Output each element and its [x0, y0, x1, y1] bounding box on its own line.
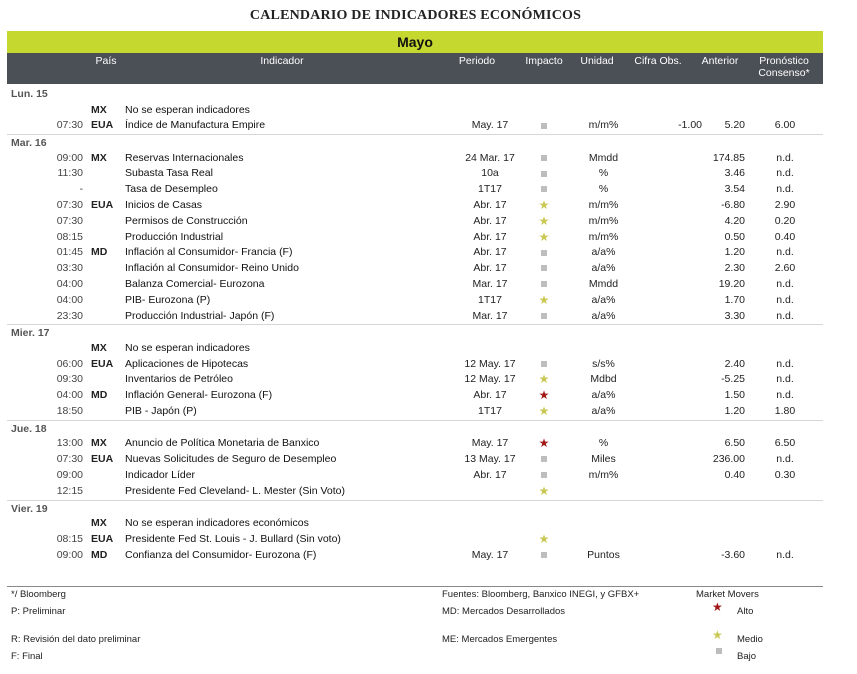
row-anterior: 3.54 — [724, 183, 745, 196]
legend-medio-icon: ★ — [712, 628, 723, 642]
row-indicator: Índice de Manufactura Empire — [125, 119, 266, 132]
row-cifra-obs: -1.00 — [678, 119, 702, 132]
row-anterior: 2.30 — [724, 262, 745, 275]
row-anterior: 2.40 — [724, 357, 745, 370]
impact-medio-star-icon: ★ — [538, 292, 550, 307]
day-label: Vier. 19 — [11, 502, 48, 515]
row-time: 18:50 — [56, 405, 83, 418]
table-row — [7, 245, 823, 261]
table-row — [7, 452, 823, 468]
row-unit: Puntos — [587, 548, 620, 561]
row-period: 12 May. 17 — [464, 373, 516, 386]
note-fuentes: Fuentes: Bloomberg, Banxico INEGI, y GFBX+ — [442, 589, 640, 600]
row-indicator: Presidente Fed Cleveland- L. Mester (Sin Voto) — [125, 484, 346, 497]
row-country: MD — [91, 246, 108, 259]
row-country: EUA — [91, 198, 114, 211]
row-time: 01:45 — [56, 246, 83, 259]
table-row — [7, 151, 823, 167]
table-row — [7, 468, 823, 484]
row-indicator: Presidente Fed St. Louis - J. Bullard (Sin voto) — [125, 532, 341, 545]
row-country: EUA — [91, 119, 114, 132]
row-period: Abr. 17 — [473, 468, 507, 481]
row-time: 04:00 — [56, 389, 83, 402]
header-periodo: Periodo — [458, 55, 496, 67]
row-anterior: 0.40 — [724, 468, 745, 481]
legend-medio-label: Medio — [737, 634, 763, 645]
row-time: 03:30 — [56, 262, 83, 275]
row-pronostico: 2.90 — [774, 198, 796, 211]
row-anterior: 19.20 — [718, 277, 745, 290]
impact-bajo-icon — [526, 118, 562, 134]
row-period: Mar. 17 — [472, 277, 508, 290]
row-time: 13:00 — [56, 437, 83, 450]
table-row — [7, 293, 823, 309]
note-final: F: Final — [11, 651, 43, 662]
row-anterior: -5.25 — [721, 373, 745, 386]
row-period: May. 17 — [471, 548, 509, 561]
row-country: MX — [91, 437, 107, 450]
row-indicator: Inflación al Consumidor- Reino Unido — [125, 262, 299, 275]
row-anterior: 174.85 — [712, 151, 745, 164]
row-pronostico: 1.80 — [774, 405, 796, 418]
row-anterior: 3.46 — [724, 167, 745, 180]
impact-bajo-icon — [526, 548, 562, 564]
row-indicator: Nuevas Solicitudes de Seguro de Desempleo — [125, 453, 337, 466]
row-time: 04:00 — [56, 277, 83, 290]
row-indicator: Balanza Comercial- Eurozona — [125, 277, 265, 290]
row-pronostico: n.d. — [776, 309, 794, 322]
legend-title: Market Movers — [696, 589, 759, 600]
impact-medio-star-icon: ★ — [538, 404, 550, 419]
row-country: MX — [91, 341, 107, 354]
row-period: 10a — [481, 167, 499, 180]
row-anterior: 4.20 — [724, 214, 745, 227]
table-row — [7, 118, 823, 134]
row-indicator: Anuncio de Política Monetaria de Banxico — [125, 437, 320, 450]
calendar-body — [7, 86, 823, 563]
row-period: May. 17 — [471, 437, 509, 450]
row-period: May. 17 — [471, 119, 509, 132]
row-period: Abr. 17 — [473, 198, 507, 211]
header-cifra-obs: Cifra Obs. — [634, 55, 682, 67]
row-unit: s/s% — [592, 357, 615, 370]
row-country: MD — [91, 548, 108, 561]
row-time: 11:30 — [57, 167, 83, 180]
row-period: Abr. 17 — [473, 214, 507, 227]
impact-alto-star-icon: ★ — [538, 388, 550, 403]
row-time: 09:00 — [56, 151, 83, 164]
row-anterior: 1.50 — [724, 389, 745, 402]
row-period: 1T17 — [478, 405, 502, 418]
table-row — [7, 548, 823, 564]
row-pronostico: n.d. — [776, 246, 794, 259]
impact-bajo-icon — [526, 468, 562, 484]
impact-bajo-icon — [526, 245, 562, 261]
row-period: 24 Mar. 17 — [465, 151, 515, 164]
table-row — [7, 166, 823, 182]
header-indicador: Indicador — [260, 55, 304, 67]
day-label: Mier. 17 — [11, 327, 50, 340]
table-row — [7, 198, 823, 214]
row-unit: Miles — [591, 453, 616, 466]
note-me: ME: Mercados Emergentes — [442, 634, 558, 645]
row-period: Abr. 17 — [473, 230, 507, 243]
impact-bajo-icon — [526, 166, 562, 182]
row-pronostico: 0.30 — [774, 468, 796, 481]
row-unit: % — [598, 167, 609, 180]
row-indicator: PIB- Eurozona (P) — [125, 293, 211, 306]
row-indicator: Reservas Internacionales — [125, 151, 244, 164]
row-time: 08:15 — [56, 230, 83, 243]
row-time: 23:30 — [56, 309, 83, 322]
row-pronostico: n.d. — [776, 389, 794, 402]
row-time: - — [79, 183, 83, 196]
page-title: CALENDARIO DE INDICADORES ECONÓMICOS — [249, 8, 582, 23]
row-time: 07:30 — [56, 119, 83, 132]
row-indicator: Tasa de Desempleo — [125, 183, 218, 196]
row-unit: a/a% — [591, 246, 616, 259]
table-header — [7, 53, 823, 84]
row-pronostico: 6.00 — [774, 119, 796, 132]
row-indicator: Inflación General- Eurozona (F) — [125, 389, 273, 402]
row-period: Abr. 17 — [473, 246, 507, 259]
row-time: 09:00 — [56, 548, 83, 561]
row-unit: Mmdd — [588, 151, 619, 164]
table-row — [7, 357, 823, 373]
row-indicator: PIB - Japón (P) — [125, 405, 197, 418]
impact-bajo-icon — [526, 357, 562, 373]
header-unidad: Unidad — [580, 55, 614, 67]
footer-notes — [7, 586, 823, 662]
row-unit: m/m% — [588, 230, 619, 243]
table-row — [7, 404, 823, 420]
day-label: Mar. 16 — [11, 137, 47, 150]
row-anterior: 1.20 — [724, 246, 745, 259]
row-pronostico: n.d. — [776, 357, 794, 370]
impact-bajo-icon — [526, 452, 562, 468]
legend-alto-icon: ★ — [712, 600, 723, 614]
table-row — [7, 516, 823, 532]
header-anterior: Anterior — [701, 55, 739, 67]
row-country: EUA — [91, 357, 114, 370]
row-time: 07:30 — [56, 453, 83, 466]
row-unit: a/a% — [591, 389, 616, 402]
note-preliminar: P: Preliminar — [11, 606, 66, 617]
row-period: Abr. 17 — [473, 389, 507, 402]
table-row — [7, 372, 823, 388]
row-unit: m/m% — [588, 198, 619, 211]
day-header — [7, 134, 823, 151]
row-time: 08:15 — [56, 532, 83, 545]
impact-bajo-icon — [526, 277, 562, 293]
header-pronostico-line2: Consenso* — [758, 67, 810, 79]
impact-bajo-icon — [526, 309, 562, 325]
impact-medio-star-icon: ★ — [538, 372, 550, 387]
note-revision: R: Revisión del dato preliminar — [11, 634, 141, 645]
note-md: MD: Mercados Desarrollados — [442, 606, 566, 617]
row-period: Mar. 17 — [472, 309, 508, 322]
legend-bajo-icon — [716, 646, 722, 657]
row-country: EUA — [91, 453, 114, 466]
row-pronostico: n.d. — [776, 167, 794, 180]
row-indicator: Aplicaciones de Hipotecas — [125, 357, 249, 370]
row-indicator: Permisos de Construcción — [125, 214, 248, 227]
row-pronostico: 0.40 — [774, 230, 796, 243]
row-country: MD — [91, 389, 108, 402]
table-row — [7, 436, 823, 452]
impact-medio-star-icon: ★ — [538, 213, 550, 228]
row-period: 12 May. 17 — [464, 357, 516, 370]
impact-medio-star-icon: ★ — [538, 531, 550, 546]
row-unit: m/m% — [588, 214, 619, 227]
month-band: Mayo — [7, 31, 823, 53]
row-time: 09:00 — [56, 468, 83, 481]
table-row — [7, 484, 823, 500]
row-unit: m/m% — [588, 468, 619, 481]
row-anterior: 1.70 — [724, 293, 745, 306]
row-time: 04:00 — [56, 293, 83, 306]
row-pronostico: n.d. — [776, 293, 794, 306]
row-time: 12:15 — [56, 484, 83, 497]
header-impacto: Impacto — [525, 55, 563, 67]
row-unit: Mdbd — [590, 373, 617, 386]
table-row — [7, 182, 823, 198]
row-anterior: 0.50 — [724, 230, 745, 243]
row-unit: % — [598, 437, 609, 450]
day-header — [7, 86, 823, 103]
row-time: 07:30 — [56, 214, 83, 227]
row-indicator: No se esperan indicadores económicos — [125, 517, 309, 530]
row-unit: a/a% — [591, 262, 616, 275]
note-bloomberg: */ Bloomberg — [11, 589, 66, 600]
row-anterior: -3.60 — [721, 548, 745, 561]
row-pronostico: n.d. — [776, 373, 794, 386]
day-header — [7, 324, 823, 341]
row-time: 09:30 — [56, 373, 83, 386]
row-period: 1T17 — [478, 293, 502, 306]
row-indicator: Inflación al Consumidor- Francia (F) — [125, 246, 293, 259]
row-indicator: No se esperan indicadores — [125, 341, 250, 354]
row-period: Abr. 17 — [473, 262, 507, 275]
table-row — [7, 103, 823, 119]
row-pronostico: 0.20 — [774, 214, 796, 227]
header-pronostico-line1: Pronóstico — [759, 55, 809, 67]
row-unit: % — [598, 183, 609, 196]
row-period: 13 May. 17 — [464, 453, 516, 466]
legend-alto-label: Alto — [737, 606, 754, 617]
row-indicator: No se esperan indicadores — [125, 103, 250, 116]
impact-alto-star-icon: ★ — [538, 436, 550, 451]
row-pronostico: n.d. — [776, 548, 794, 561]
day-header — [7, 500, 823, 517]
row-country: MX — [91, 151, 107, 164]
legend-bajo-label: Bajo — [737, 651, 757, 662]
table-row — [7, 532, 823, 548]
row-anterior: 3.30 — [724, 309, 745, 322]
table-row — [7, 388, 823, 404]
row-anterior: -6.80 — [721, 198, 745, 211]
day-header — [7, 420, 823, 437]
impact-bajo-icon — [526, 261, 562, 277]
row-indicator: Inventarios de Petróleo — [125, 373, 233, 386]
row-pronostico: n.d. — [776, 453, 794, 466]
row-country: MX — [91, 517, 107, 530]
impact-medio-star-icon: ★ — [538, 197, 550, 212]
day-label: Lun. 15 — [11, 88, 48, 100]
row-anterior: 236.00 — [712, 453, 745, 466]
row-indicator: Subasta Tasa Real — [125, 167, 213, 180]
row-anterior: 6.50 — [724, 437, 745, 450]
table-row — [7, 341, 823, 357]
row-unit: m/m% — [588, 119, 619, 132]
impact-bajo-icon — [526, 151, 562, 167]
row-time: 07:30 — [56, 198, 83, 211]
row-pronostico: n.d. — [776, 151, 794, 164]
row-pronostico: 6.50 — [774, 437, 796, 450]
row-pronostico: n.d. — [776, 277, 794, 290]
row-indicator: Indicador Líder — [125, 468, 196, 481]
table-row — [7, 214, 823, 230]
day-label: Jue. 18 — [11, 422, 47, 435]
row-unit: a/a% — [591, 405, 616, 418]
header-pais: País — [95, 55, 117, 67]
row-pronostico: 2.60 — [774, 262, 796, 275]
row-period: 1T17 — [478, 183, 502, 196]
row-anterior: 1.20 — [724, 405, 745, 418]
row-country: EUA — [91, 532, 114, 545]
row-unit: a/a% — [591, 293, 616, 306]
row-indicator: Inicios de Casas — [125, 198, 203, 211]
row-unit: a/a% — [591, 309, 616, 322]
row-indicator: Producción Industrial — [125, 230, 224, 243]
table-row — [7, 230, 823, 246]
row-country: MX — [91, 103, 107, 116]
impact-medio-star-icon: ★ — [538, 483, 550, 498]
header-pronostico — [751, 55, 817, 79]
impact-bajo-icon — [526, 182, 562, 198]
impact-medio-star-icon: ★ — [538, 229, 550, 244]
table-row — [7, 277, 823, 293]
row-indicator: Confianza del Consumidor- Eurozona (F) — [125, 548, 317, 561]
row-indicator: Producción Industrial- Japón (F) — [125, 309, 275, 322]
row-time: 06:00 — [56, 357, 83, 370]
table-row — [7, 261, 823, 277]
table-row — [7, 309, 823, 325]
row-pronostico: n.d. — [776, 183, 794, 196]
row-anterior: 5.20 — [724, 119, 745, 132]
row-unit: Mmdd — [588, 277, 619, 290]
